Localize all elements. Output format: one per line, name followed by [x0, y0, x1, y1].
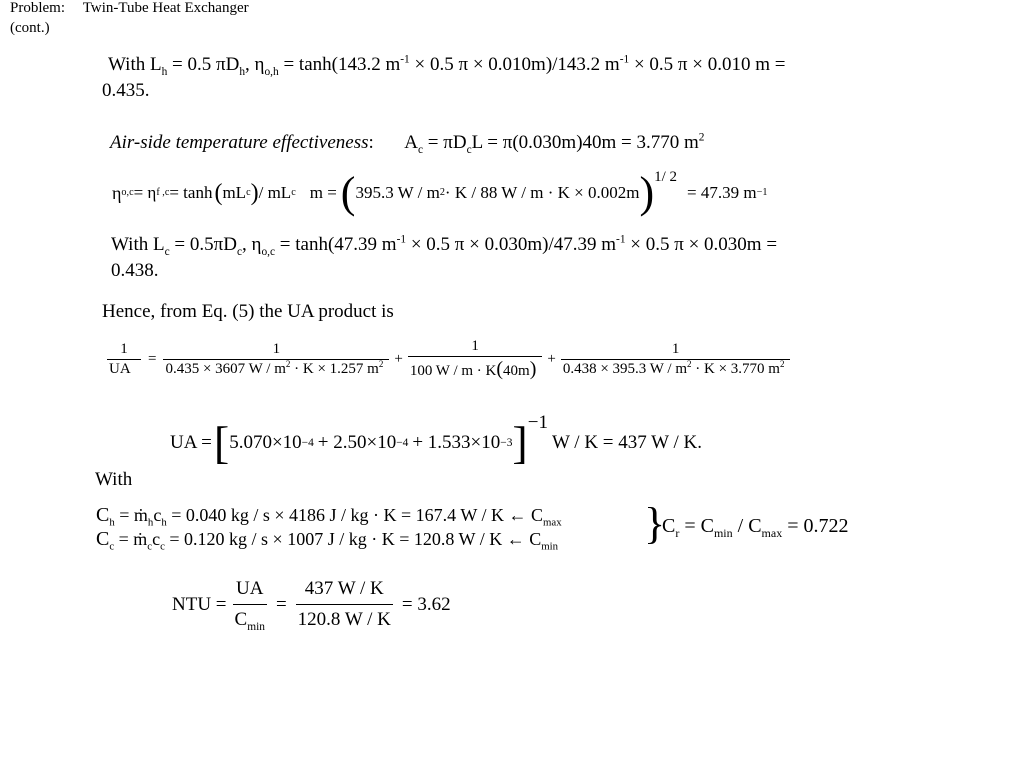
ntu-equation: NTU = $\frac{UA}{C_{min}}$ = $\frac{437 W / K}{120.8 W / K}$ = 3.62 — [172, 578, 451, 633]
with-label: With — [95, 469, 133, 490]
ua-value-equation: UA = [ 5.070×10 −4 + 2.50×10 −4 + 1.533×10 −3 ] −1 W / K = 437 W / K. — [170, 412, 703, 468]
right-paren: ) — [639, 168, 655, 217]
ch-line: $C_h$ = $ṁ_hc_h = 0.040$ kg / s × 4186 J / kg · K = 167.4 W / K ← $C_{max}$ — [96, 504, 562, 529]
cr-expression: $C_r = C_{min} / C_{max} = 0.722$ — [662, 515, 849, 540]
right-bracket: ] — [512, 417, 528, 468]
eta-oc-line-1: With $L_c = 0.5\pi D_c$, $\eta_{o,c} = \tanh(47.39$ $m^{-1} \times 0.5$ π × 0.030m)/47.39 $m^{-1} \times 0.5$ π × 0.030m = — [111, 233, 778, 258]
eta-oh-line-1: With $L_h = 0.5$ $\pi D_h$, $\eta_{o,h} = \tanh(143.2$ $m^{-1} \times 0.5$ π × 0.010m)/143.2 $m^{-1} \times 0.5$ π × 0.010 m = — [108, 53, 786, 78]
ua-reciprocal-equation: $\frac{1}{UA}$ = $\frac{1}{0.435 \times 3607 W / m^2 \cdot K \times 1.257 m^2}$ + $\frac{1}{100 W / m \cdot K(40m)}$ + $\frac{1}{0.438 \times 395.3 W / m^2 \cdot K \times 3.770 m^2}$ — [104, 338, 894, 381]
capacity-block — [96, 504, 562, 552]
problem-cont: (cont.) — [10, 20, 50, 36]
term1-fraction: $\frac{1}{0.435 \times 3607 W / m^2 \cdot K \times 1.257 m^2}$ — [163, 341, 389, 378]
term2-fraction: $\frac{1}{100 W / m \cdot K(40m)}$ — [408, 338, 543, 381]
left-bracket: [ — [213, 417, 230, 468]
problem-header — [10, 0, 249, 17]
lhs-fraction: $\frac{1}{UA}$ — [107, 341, 141, 378]
term3-fraction: $\frac{1}{0.438 \times 395.3 W / m^2 \cdot K \times 3.770 m^2}$ — [561, 341, 791, 378]
air-side-line: Air-side temperature effectiveness: $A_c = \pi D_cL = \pi(0.030m)40m = 3.770$ $m^2$ — [110, 131, 705, 156]
hence-text: Hence, from Eq. (5) the UA product is — [102, 301, 394, 322]
eta-oc-equation: η o,c = η f ,c = tanh ( mL c ) / mL c m = ( 395.3 W / m 2 · K / 88 W / m · K × 0.002m ) 1/ 2 = 47.39 m −1 — [112, 168, 768, 217]
air-side-heading: Air-side temperature effectiveness — [110, 132, 369, 153]
right-curly-brace: } — [644, 499, 666, 548]
ntu-fraction-1: $\frac{UA}{C_{min}}$ — [234, 578, 265, 633]
eta-oh-line-2: 0.435. — [102, 80, 150, 101]
cc-line: $C_c$ = $ṁ_cc_c = 0.120$ kg / s × 1007 J / kg · K = 120.8 W / K ← $C_{min}$ — [96, 528, 558, 553]
left-paren: ( — [340, 168, 356, 217]
eta-oc-line-2: 0.438. — [111, 260, 159, 281]
ntu-fraction-2: $\frac{437 W / K}{120.8 W / K}$ — [297, 578, 391, 630]
problem-title: Twin-Tube Heat Exchanger — [82, 0, 249, 16]
problem-label: Problem: — [10, 0, 65, 16]
